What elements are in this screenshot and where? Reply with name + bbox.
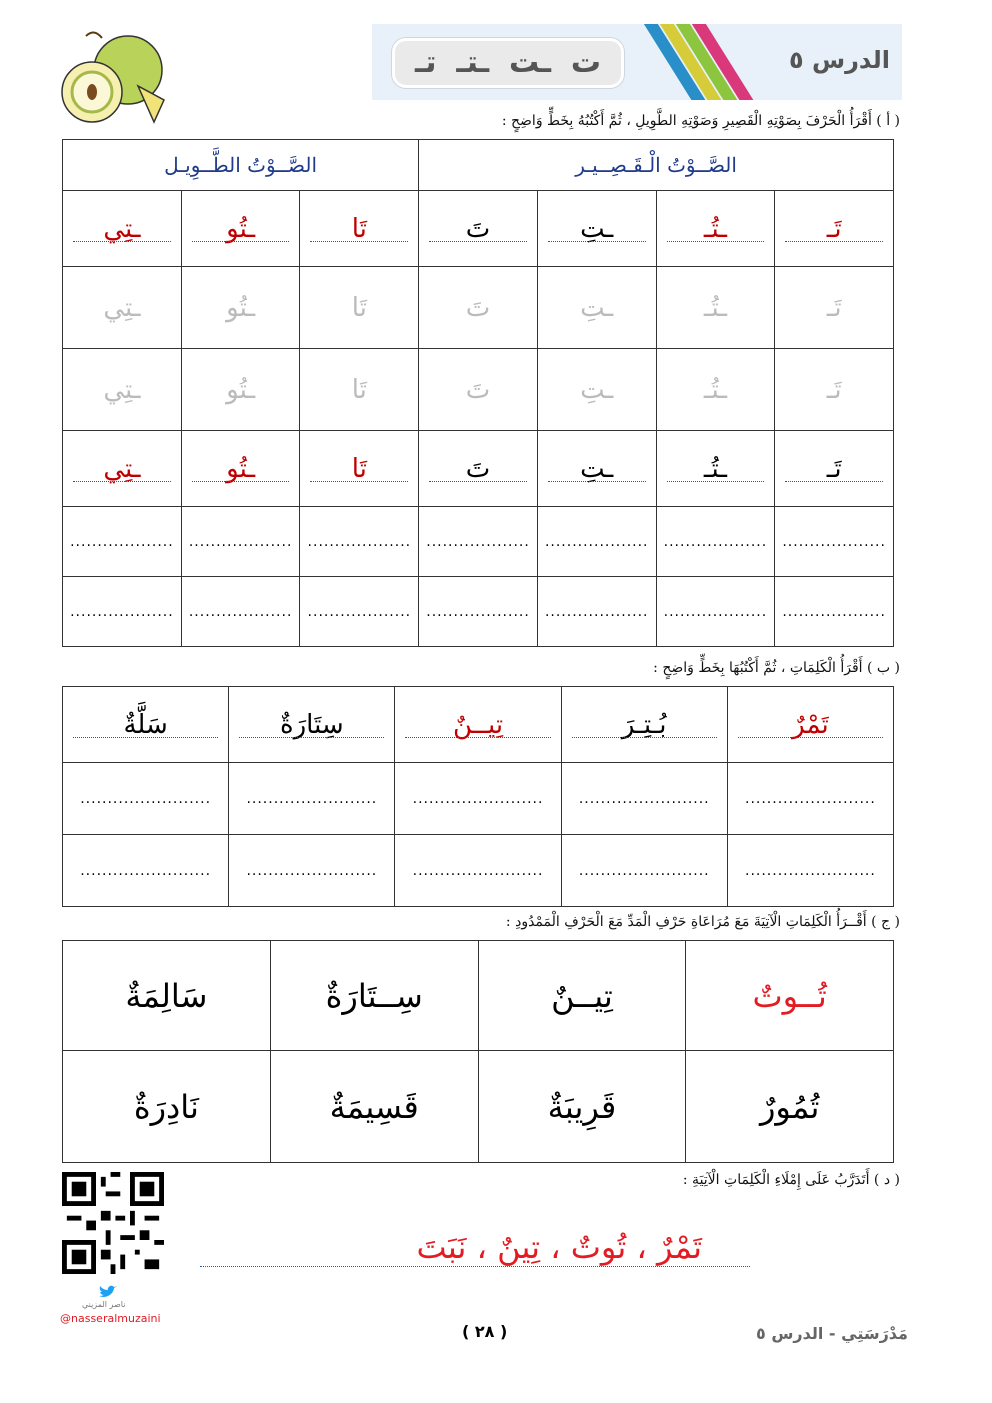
write-line[interactable]: ................... bbox=[537, 507, 656, 577]
write-line[interactable]: ................... bbox=[775, 577, 894, 647]
letter-form: ـت bbox=[508, 45, 551, 80]
short-form: تَ bbox=[465, 453, 491, 484]
word: نَادِرَةٌ bbox=[133, 1087, 199, 1126]
letter-form: ت bbox=[570, 45, 601, 80]
long-sound-header: الصَّــوْتُ الطَّــوِيـل bbox=[63, 140, 419, 191]
author-name: ناصر المزيني bbox=[82, 1300, 126, 1309]
dictation-line bbox=[200, 1218, 750, 1267]
twitter-icon bbox=[98, 1284, 126, 1298]
word: تِيــنٌ bbox=[452, 709, 504, 740]
short-form: تَـ bbox=[826, 453, 842, 484]
trace-form: تَا bbox=[351, 292, 367, 323]
lesson-banner bbox=[372, 24, 902, 100]
trace-form: تَ bbox=[465, 374, 491, 405]
qr-code bbox=[62, 1172, 164, 1274]
word: تَمْرٌ bbox=[792, 709, 829, 740]
page-number: ( ٢٨ ) bbox=[462, 1322, 508, 1341]
short-form: ـتِ bbox=[580, 213, 614, 244]
long-form: تَا bbox=[351, 213, 367, 244]
word: تُمُورٌ bbox=[759, 1087, 820, 1126]
word: تِيــنٌ bbox=[551, 976, 613, 1015]
write-line[interactable]: ........................ bbox=[63, 835, 229, 907]
write-line[interactable]: ................... bbox=[181, 507, 300, 577]
short-form: تَـ bbox=[826, 213, 842, 244]
trace-form: ـتُـ bbox=[703, 292, 727, 323]
long-form: ـتُو bbox=[226, 213, 256, 244]
write-line[interactable]: ................... bbox=[419, 507, 538, 577]
word: سَلَّةٌ bbox=[123, 709, 168, 740]
word: تُــوتٌ bbox=[752, 976, 827, 1015]
letter-form: تـ bbox=[415, 45, 437, 80]
word: قَسِيمَةٌ bbox=[329, 1087, 419, 1126]
write-line[interactable]: ................... bbox=[63, 577, 182, 647]
trace-form: ـتِي bbox=[103, 292, 141, 323]
word: سِتَارَةٌ bbox=[279, 709, 344, 740]
word: سَالِمَةٌ bbox=[125, 976, 208, 1015]
write-line[interactable]: ................... bbox=[300, 507, 419, 577]
short-form: ـتُـ bbox=[703, 213, 727, 244]
write-line[interactable]: ................... bbox=[775, 507, 894, 577]
write-line[interactable]: ........................ bbox=[63, 763, 229, 835]
trace-form: ـتُو bbox=[226, 292, 256, 323]
write-line[interactable]: ........................ bbox=[395, 763, 561, 835]
write-line[interactable]: ................... bbox=[656, 507, 775, 577]
write-line[interactable]: ................... bbox=[537, 577, 656, 647]
short-sound-header: الصَّــوْتُ الْـقَـصِــيـر bbox=[419, 140, 894, 191]
write-line[interactable]: ........................ bbox=[229, 763, 395, 835]
section-b-table bbox=[62, 686, 894, 907]
section-c-instruction: ( ج ) أَقْــرَأُ الْكَلِمَاتِ الْآتِيَةَ مَعَ مُرَاعَاةِ حَرْفِ الْمَدِّ مَعَ الْحَرْفِ الْمَمْدُودِ : bbox=[505, 914, 900, 930]
long-form: ـتِي bbox=[103, 213, 141, 244]
trace-form: تَـ bbox=[826, 292, 842, 323]
short-form: ـتُـ bbox=[703, 453, 727, 484]
word: بُـتِـرَ bbox=[621, 709, 667, 740]
write-line[interactable]: ................... bbox=[300, 577, 419, 647]
long-form: ـتُو bbox=[226, 453, 256, 484]
write-line[interactable]: ........................ bbox=[727, 835, 893, 907]
section-a-instruction: ( أ ) أَقْرَأُ الْحَرْفَ بِصَوْتِهِ الْقَصِيرِ وَصَوْتِهِ الطَّوِيلِ ، ثُمَّ أَكْتُبُهُ بِخَطٍّ وَاضِحٍ : bbox=[501, 113, 900, 129]
trace-form: تَا bbox=[351, 374, 367, 405]
trace-form: ـتِ bbox=[580, 292, 614, 323]
trace-form: ـتُـ bbox=[703, 374, 727, 405]
apple-illustration bbox=[46, 30, 170, 126]
trace-form: ـتُو bbox=[226, 374, 256, 405]
section-b-instruction: ( ب ) أَقْرَأُ الْكَلِمَاتِ ، ثُمَّ أَكْتُبُهَا بِخَطٍّ وَاضِحٍ : bbox=[653, 660, 900, 676]
write-line[interactable]: ................... bbox=[419, 577, 538, 647]
write-line[interactable]: ................... bbox=[656, 577, 775, 647]
short-form: ـتِ bbox=[580, 453, 614, 484]
letter-forms-box bbox=[392, 38, 624, 88]
letter-form: ـتـ bbox=[456, 45, 490, 80]
trace-form: ـتِي bbox=[103, 374, 141, 405]
write-line[interactable]: ........................ bbox=[561, 835, 727, 907]
word: قَرِيبَةٌ bbox=[547, 1087, 617, 1126]
write-line[interactable]: ................... bbox=[181, 577, 300, 647]
long-form: ـتِي bbox=[103, 453, 141, 484]
footer-brand: مَدْرَسَتِي - الدرس ٥ bbox=[756, 1324, 908, 1343]
write-line[interactable]: ........................ bbox=[229, 835, 395, 907]
trace-form: تَ bbox=[465, 292, 491, 323]
long-form: تَا bbox=[351, 453, 367, 484]
lesson-title: الدرس ٥ bbox=[788, 46, 890, 74]
short-form: تَ bbox=[465, 213, 491, 244]
dictation-words: تَمْرٌ ، تُوتٌ ، تِينٌ ، نَبَتَ bbox=[416, 1228, 702, 1266]
section-c-table bbox=[62, 940, 894, 1163]
twitter-handle[interactable]: @nasseralmuzaini bbox=[60, 1312, 161, 1325]
write-line[interactable]: ........................ bbox=[727, 763, 893, 835]
section-d-instruction: ( د ) أَتَدَرَّبُ عَلَى إِمْلَاءِ الْكَلِمَاتِ الْآتِيَةِ : bbox=[682, 1172, 900, 1188]
write-line[interactable]: ........................ bbox=[561, 763, 727, 835]
word: سِــتَارَةٌ bbox=[325, 976, 423, 1015]
write-line[interactable]: ................... bbox=[63, 507, 182, 577]
write-line[interactable]: ........................ bbox=[395, 835, 561, 907]
trace-form: تَـ bbox=[826, 374, 842, 405]
section-a-table bbox=[62, 139, 894, 647]
trace-form: ـتِ bbox=[580, 374, 614, 405]
